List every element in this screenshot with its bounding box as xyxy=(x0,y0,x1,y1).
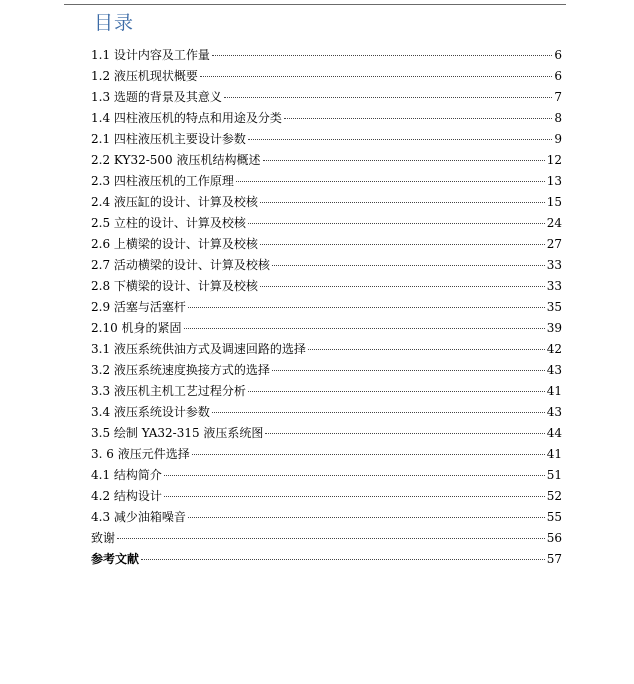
toc-leader-dots xyxy=(260,202,545,203)
toc-entry-page: 43 xyxy=(546,363,562,377)
toc-entry-label: 3.4 液压系统设计参数 xyxy=(91,405,210,419)
toc-title: 目录 xyxy=(94,12,135,34)
toc-entry-references[interactable] xyxy=(91,549,562,570)
toc-leader-dots xyxy=(260,286,545,287)
toc-entry[interactable] xyxy=(91,192,562,213)
toc-list xyxy=(91,45,562,570)
toc-leader-dots xyxy=(184,328,545,329)
toc-entry-label: 1.2 液压机现状概要 xyxy=(91,69,198,83)
toc-leader-dots xyxy=(248,223,545,224)
toc-entry-label: 4.3 减少油箱噪音 xyxy=(91,510,186,524)
top-rule xyxy=(64,4,566,5)
toc-entry[interactable] xyxy=(91,360,562,381)
toc-leader-dots xyxy=(192,454,545,455)
toc-entry-page: 51 xyxy=(546,468,562,482)
toc-entry-page: 57 xyxy=(546,552,562,566)
toc-entry[interactable] xyxy=(91,255,562,276)
toc-entry-label: 2.6 上横梁的设计、计算及校核 xyxy=(91,237,258,251)
toc-entry[interactable] xyxy=(91,234,562,255)
toc-entry-label: 3.5 绘制 YA32-315 液压系统图 xyxy=(91,426,264,440)
toc-entry-page: 56 xyxy=(546,531,562,545)
toc-entry[interactable] xyxy=(91,213,562,234)
toc-entry[interactable] xyxy=(91,528,562,549)
toc-entry-label: 致谢 xyxy=(91,531,116,545)
toc-entry-page: 41 xyxy=(546,384,562,398)
toc-entry-page: 27 xyxy=(546,237,562,251)
toc-entry-label: 参考文献 xyxy=(91,552,140,566)
toc-entry-page: 7 xyxy=(554,90,562,104)
toc-entry-label: 2.7 活动横梁的设计、计算及校核 xyxy=(91,258,270,272)
toc-leader-dots xyxy=(117,538,545,539)
toc-entry[interactable] xyxy=(91,276,562,297)
toc-entry[interactable] xyxy=(91,444,562,465)
toc-entry-page: 44 xyxy=(546,426,562,440)
toc-entry[interactable] xyxy=(91,297,562,318)
toc-entry[interactable] xyxy=(91,129,562,150)
toc-entry[interactable] xyxy=(91,381,562,402)
toc-entry-page: 33 xyxy=(546,279,562,293)
toc-leader-dots xyxy=(272,265,545,266)
toc-leader-dots xyxy=(248,139,552,140)
toc-entry[interactable] xyxy=(91,507,562,528)
toc-leader-dots xyxy=(263,160,545,161)
toc-leader-dots xyxy=(188,307,545,308)
toc-leader-dots xyxy=(260,244,545,245)
toc-entry-page: 6 xyxy=(554,69,562,83)
toc-entry-page: 15 xyxy=(546,195,562,209)
toc-leader-dots xyxy=(200,76,552,77)
toc-entry[interactable] xyxy=(91,66,562,87)
toc-entry-page: 33 xyxy=(546,258,562,272)
toc-entry-page: 42 xyxy=(546,342,562,356)
toc-entry-label: 4.2 结构设计 xyxy=(91,489,162,503)
toc-entry-label: 2.5 立柱的设计、计算及校核 xyxy=(91,216,246,230)
toc-entry-label: 2.10 机身的紧固 xyxy=(91,321,182,335)
toc-entry[interactable] xyxy=(91,339,562,360)
toc-entry-label: 2.1 四柱液压机主要设计参数 xyxy=(91,132,246,146)
toc-entry-label: 1.1 设计内容及工作量 xyxy=(91,48,210,62)
toc-entry-label: 3.1 液压系统供油方式及调速回路的选择 xyxy=(91,342,306,356)
toc-entry-label: 2.4 液压缸的设计、计算及校核 xyxy=(91,195,258,209)
toc-entry-page: 13 xyxy=(546,174,562,188)
toc-entry-label: 1.4 四柱液压机的特点和用途及分类 xyxy=(91,111,282,125)
toc-entry[interactable] xyxy=(91,171,562,192)
toc-entry-label: 2.9 活塞与活塞杆 xyxy=(91,300,186,314)
toc-leader-dots xyxy=(164,475,545,476)
toc-entry[interactable] xyxy=(91,45,562,66)
toc-entry-page: 43 xyxy=(546,405,562,419)
toc-entry-page: 8 xyxy=(554,111,562,125)
toc-leader-dots xyxy=(284,118,552,119)
toc-leader-dots xyxy=(212,412,545,413)
toc-entry-label: 3.3 液压机主机工艺过程分析 xyxy=(91,384,246,398)
toc-leader-dots xyxy=(188,517,545,518)
toc-entry-label: 2.8 下横梁的设计、计算及校核 xyxy=(91,279,258,293)
toc-entry[interactable] xyxy=(91,465,562,486)
toc-entry-page: 6 xyxy=(554,48,562,62)
toc-entry-page: 39 xyxy=(546,321,562,335)
toc-entry-label: 3. 6 液压元件选择 xyxy=(91,447,190,461)
toc-entry-page: 12 xyxy=(546,153,562,167)
toc-entry-label: 2.2 KY32-500 液压机结构概述 xyxy=(91,153,261,167)
toc-entry-page: 35 xyxy=(546,300,562,314)
toc-entry[interactable] xyxy=(91,402,562,423)
toc-entry-label: 3.2 液压系统速度换接方式的选择 xyxy=(91,363,270,377)
toc-leader-dots xyxy=(308,349,545,350)
toc-entry-label: 4.1 结构简介 xyxy=(91,468,162,482)
toc-leader-dots xyxy=(164,496,545,497)
toc-leader-dots xyxy=(212,55,552,56)
toc-entry-label: 2.3 四柱液压机的工作原理 xyxy=(91,174,234,188)
toc-entry[interactable] xyxy=(91,486,562,507)
toc-leader-dots xyxy=(272,370,545,371)
toc-leader-dots xyxy=(248,391,545,392)
toc-entry-page: 41 xyxy=(546,447,562,461)
toc-entry-page: 52 xyxy=(546,489,562,503)
toc-entry[interactable] xyxy=(91,150,562,171)
toc-entry-page: 24 xyxy=(546,216,562,230)
toc-entry-label: 1.3 选题的背景及其意义 xyxy=(91,90,222,104)
toc-entry[interactable] xyxy=(91,87,562,108)
toc-entry[interactable] xyxy=(91,318,562,339)
toc-entry[interactable] xyxy=(91,108,562,129)
toc-leader-dots xyxy=(224,97,552,98)
toc-entry-page: 9 xyxy=(554,132,562,146)
toc-entry-page: 55 xyxy=(546,510,562,524)
toc-leader-dots xyxy=(141,559,545,560)
toc-leader-dots xyxy=(236,181,545,182)
toc-leader-dots xyxy=(265,433,544,434)
toc-entry[interactable] xyxy=(91,423,562,444)
